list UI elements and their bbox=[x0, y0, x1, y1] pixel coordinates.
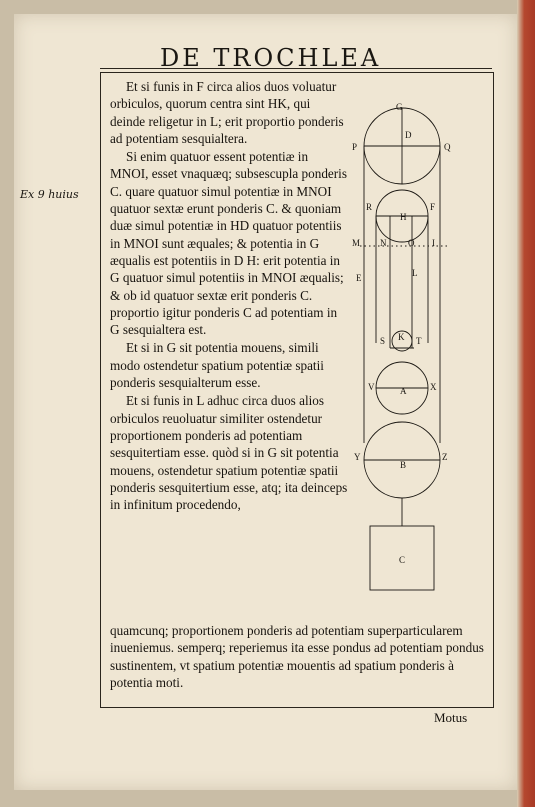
svg-text:Y: Y bbox=[354, 452, 361, 462]
running-head: DE TROCHLEA bbox=[160, 44, 382, 72]
svg-text:V: V bbox=[368, 382, 375, 392]
paragraph-4: Et si funis in L adhuc circa duos alios orbiculos reuoluatur similiter ostendetur proportionem ponderis ad potentiam sesquitertiam esse. quòd si in G sit potentia mouens, ostendetur spatium potentiæ spatii ponderis sesquitertium esse, atq; ita deinceps in infinitum procedendo, bbox=[110, 393, 348, 513]
svg-text:N: N bbox=[380, 238, 387, 248]
svg-text:R: R bbox=[366, 202, 373, 212]
margin-note: Ex 9 huius bbox=[20, 188, 79, 201]
svg-text:H: H bbox=[400, 212, 407, 222]
svg-text:K: K bbox=[398, 332, 405, 342]
book-spine-edge bbox=[517, 0, 535, 807]
head-rule bbox=[100, 68, 492, 69]
closing-paragraph: quamcunq; proportionem ponderis ad potentiam superparticularem inueniemus. semperq; reperiemus ita esse pondus ad potentiam pondus sustinentem, vt spatium potentiæ mouentis ad spatium ponderis à potentia moti. bbox=[110, 623, 484, 690]
svg-text:F: F bbox=[430, 202, 436, 212]
paragraph-2: Si enim quatuor essent potentiæ in MNOI, esset vnaquæq; subsescupla ponderis C. quare quatuor simul potentiæ in MNOI quatuor sextæ erunt ponderis C. & quoniam duæ simul potentiæ in HD quatuor potentiis in MNOI sunt æquales; & potentia in G æqualis est potentiis in D H: erit potentia in G quatuor simul potentiis in MNOI æqualis; & ob id quatuor sextæ erit ponderis C. proportio igitur ponderis C ad potentiam in G sesquialtera est. bbox=[110, 149, 347, 338]
paragraph-3: Et si in G sit potentia mouens, simili modo ostendetur spatium potentiæ spatii ponderis sesquialterum esse. bbox=[110, 340, 324, 391]
svg-text:Z: Z bbox=[442, 452, 448, 462]
svg-text:X: X bbox=[430, 382, 437, 392]
main-text-column bbox=[110, 78, 348, 514]
paragraph-1: Et si funis in F circa alios duos voluatur orbiculos, quorum centra sint HK, qui deinde religetur in L; erit proportio ponderis ad potentiam sesquialtera. bbox=[110, 79, 344, 146]
svg-text:I: I bbox=[432, 238, 435, 248]
svg-text:B: B bbox=[400, 460, 407, 470]
svg-text:Q: Q bbox=[444, 142, 451, 152]
svg-text:C: C bbox=[399, 555, 406, 565]
svg-text:D: D bbox=[405, 130, 412, 140]
pulley-diagram bbox=[350, 98, 490, 598]
catchword: Motus bbox=[434, 710, 468, 725]
svg-text:O: O bbox=[408, 238, 415, 248]
svg-text:P: P bbox=[352, 142, 358, 152]
svg-text:M: M bbox=[352, 238, 361, 248]
svg-text:E: E bbox=[356, 273, 362, 283]
svg-text:L: L bbox=[412, 268, 418, 278]
svg-text:G: G bbox=[396, 102, 403, 112]
svg-text:T: T bbox=[416, 336, 422, 346]
svg-text:S: S bbox=[380, 336, 386, 346]
svg-text:A: A bbox=[400, 386, 407, 396]
